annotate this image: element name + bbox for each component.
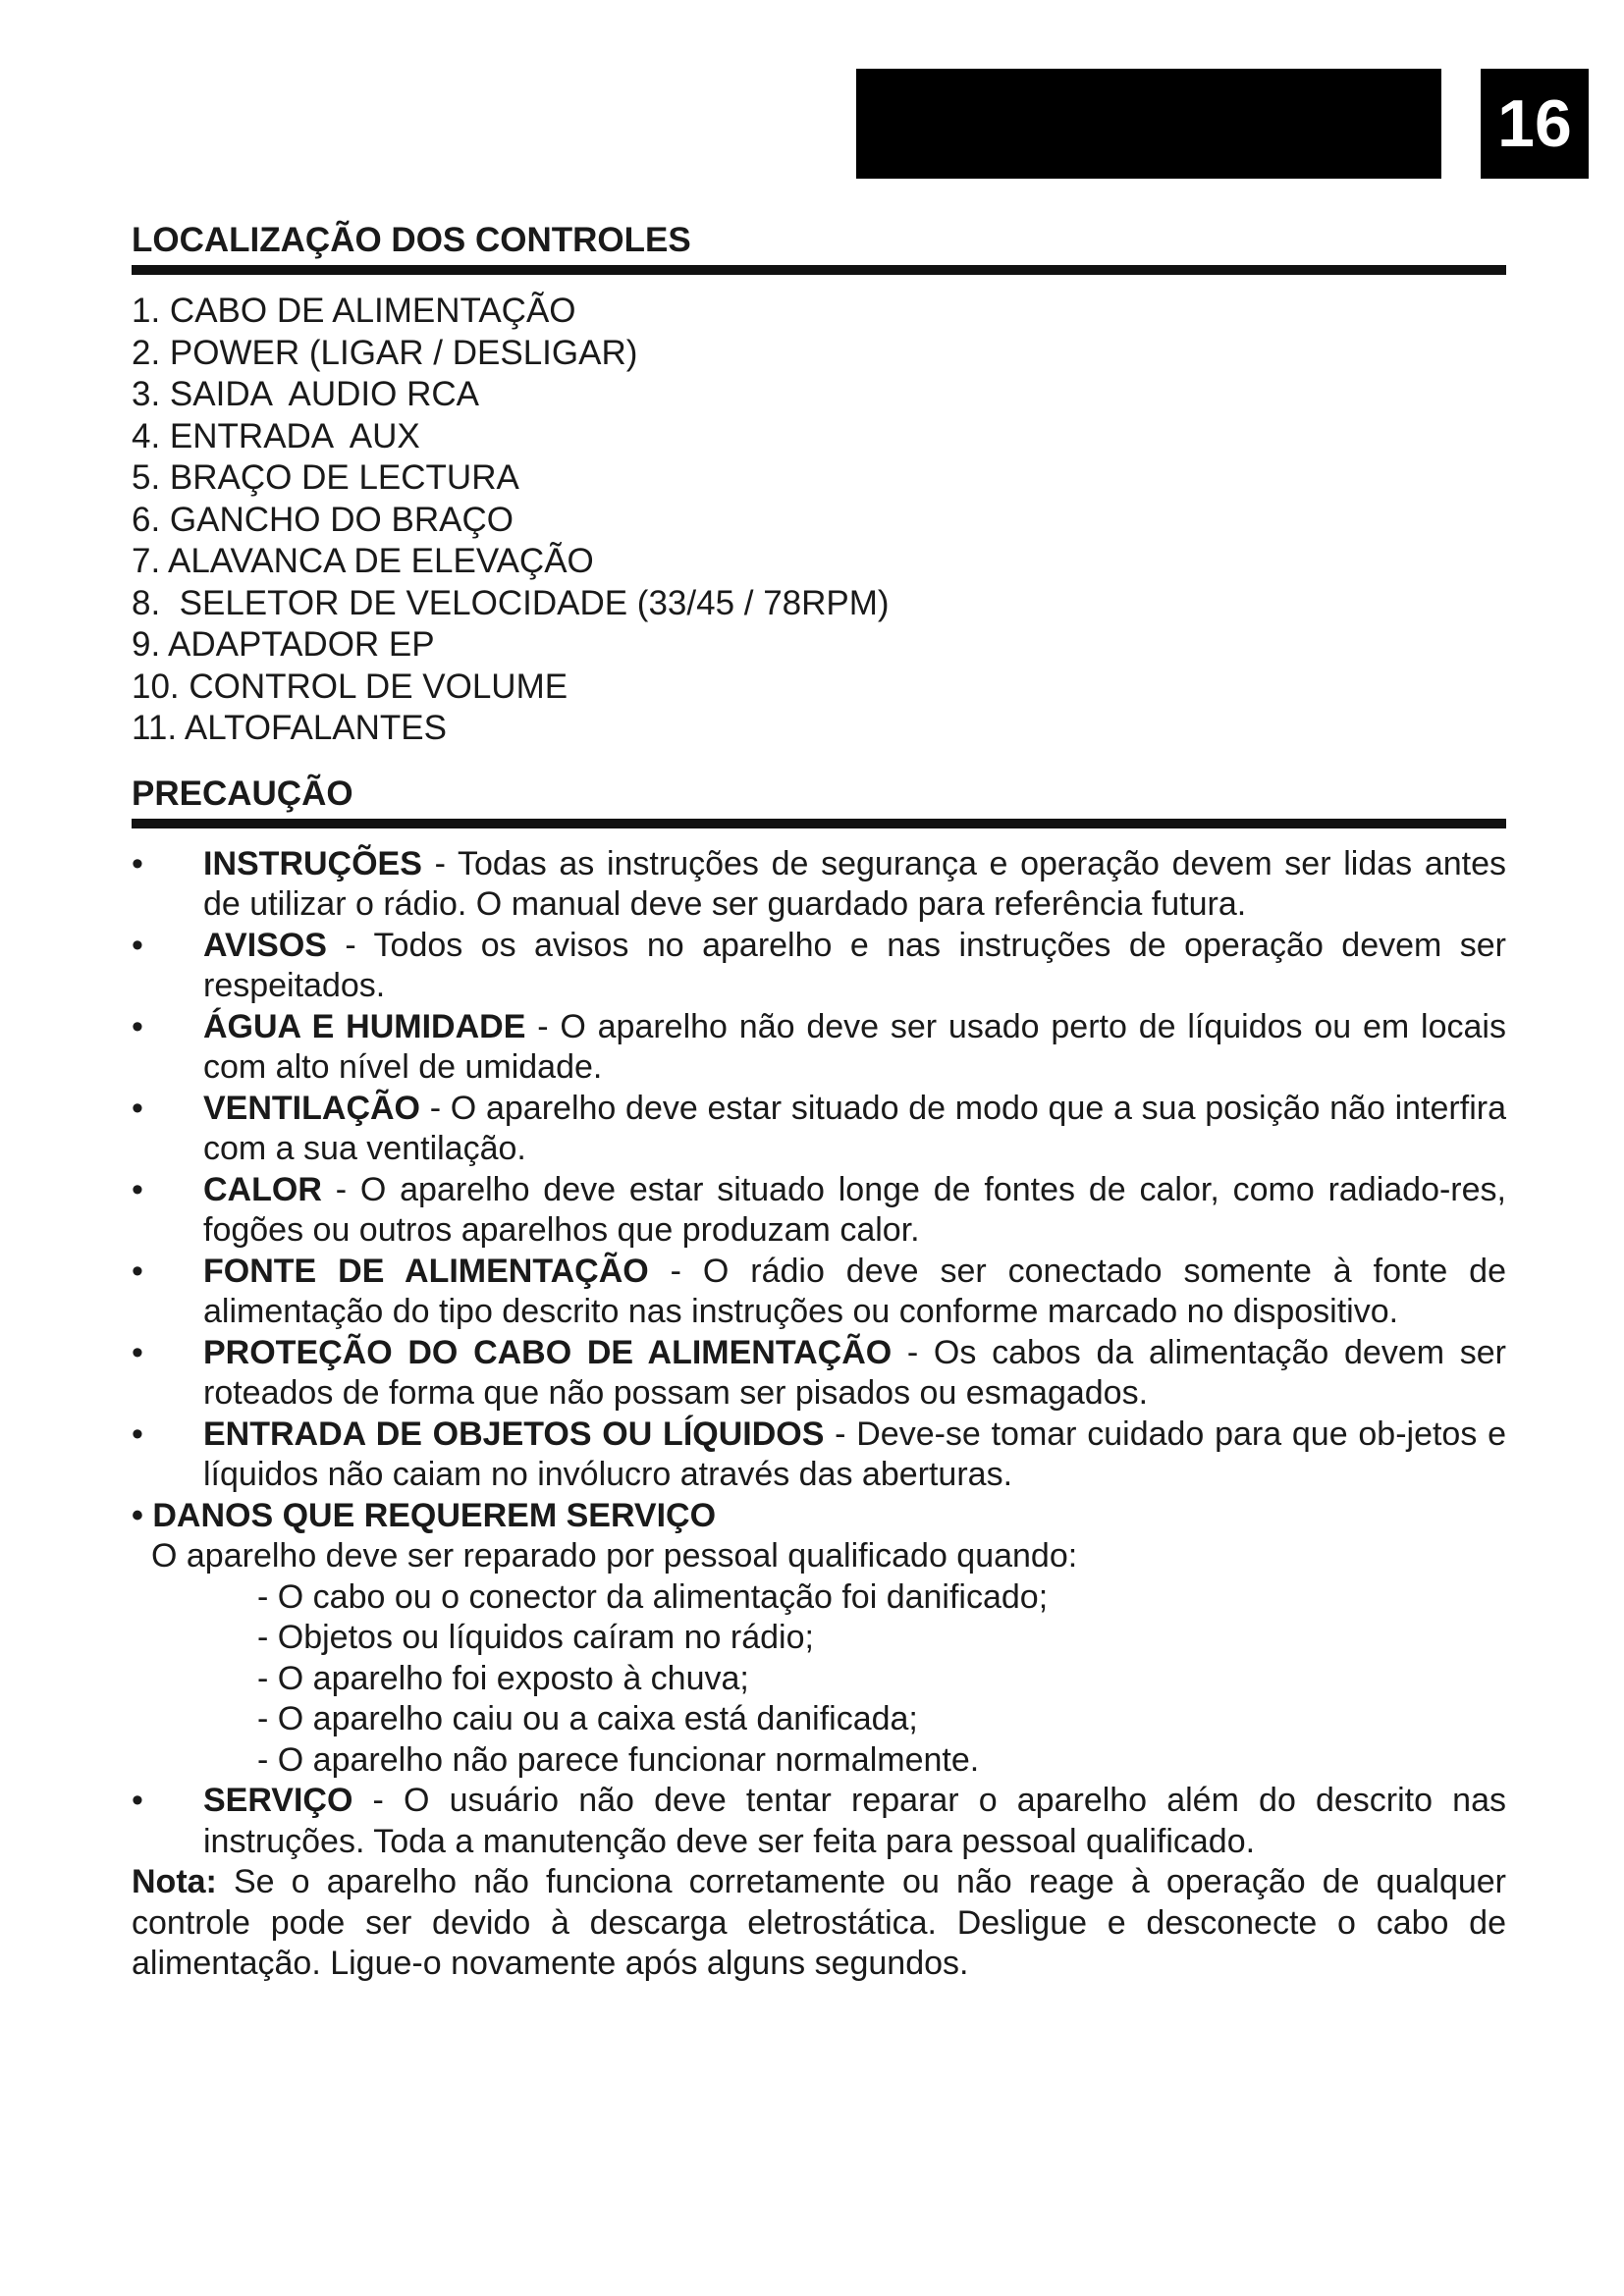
precaution-item [132, 1333, 1506, 1415]
control-item: 8. SELETOR DE VELOCIDADE (33/45 / 78RPM) [132, 583, 890, 622]
precaution-text: - O aparelho deve estar situado longe de fontes de calor, como radiado-res, fogões ou outros aparelhos que produzam calor. [203, 1170, 1506, 1249]
precaution-label: SERVIÇO [203, 1782, 353, 1819]
precaution-list [132, 844, 1506, 1985]
precaution-item [132, 1089, 1506, 1170]
controls-section-title: LOCALIZAÇÃO DOS CONTROLES [132, 221, 691, 259]
control-item: 2. POWER (LIGAR / DESLIGAR) [132, 333, 638, 372]
control-item: 3. SAIDA AUDIO RCA [132, 375, 479, 413]
precaution-label: INSTRUÇÕES [203, 844, 422, 882]
header-black-bar [856, 69, 1441, 179]
page-number: 16 [1481, 69, 1589, 179]
section-divider [132, 819, 1506, 828]
precaution-text: - O aparelho deve estar situado de modo que a sua posição não interfira com a sua ventilação. [203, 1089, 1506, 1167]
precaution-text: - Os cabos da alimentação devem ser roteados de forma que não possam ser pisados ou esmagados. [203, 1333, 1506, 1412]
danos-subitem: - O aparelho não parece funcionar normalmente. [257, 1740, 980, 1779]
nota-text: Se o aparelho não funciona corretamente ou não reage à operação de qualquer controle pode ser devido à descarga eletrostática. Desligue e desconecte o cabo de alimentação. Ligue-o novamente após alguns segundos. [132, 1863, 1506, 1982]
page-content [132, 218, 1506, 1985]
bullet: • [132, 1170, 143, 1208]
bullet: • [132, 1415, 143, 1453]
precaution-label: AVISOS [203, 926, 327, 964]
control-item: 7. ALAVANCA DE ELEVAÇÃO [132, 542, 594, 580]
precaution-label: VENTILAÇÃO [203, 1089, 420, 1127]
precaution-label: ENTRADA DE OBJETOS OU LÍQUIDOS [203, 1415, 825, 1453]
precaution-text: - O aparelho não deve ser usado perto de líquidos ou em locais com alto nível de umidade. [203, 1007, 1506, 1086]
precaution-label: PROTEÇÃO DO CABO DE ALIMENTAÇÃO [203, 1333, 893, 1371]
danos-title: • DANOS QUE REQUEREM SERVIÇO [132, 1496, 717, 1534]
controls-list [132, 291, 1506, 750]
bullet: • [132, 1252, 143, 1290]
precaution-item [132, 1170, 1506, 1252]
bullet: • [132, 1089, 143, 1127]
bullet: • [132, 1007, 143, 1045]
precaution-label: ÁGUA E HUMIDADE [203, 1007, 526, 1045]
danos-subitem: - O cabo ou o conector da alimentação foi danificado; [257, 1577, 1049, 1616]
precaution-text: - Deve-se tomar cuidado para que ob-jetos e líquidos não caiam no invólucro através das aberturas. [203, 1415, 1506, 1493]
nota-paragraph [132, 1862, 1506, 1985]
danos-intro: O aparelho deve ser reparado por pessoal qualificado quando: [151, 1537, 1078, 1575]
bullet: • [132, 1333, 143, 1371]
control-item: 5. BRAÇO DE LECTURA [132, 458, 519, 497]
precaution-text: - O rádio deve ser conectado somente à fonte de alimentação do tipo descrito nas instruções ou conforme marcado no dispositivo. [203, 1252, 1506, 1330]
precaution-label: FONTE DE ALIMENTAÇÃO [203, 1252, 649, 1290]
precaution-section-title: PRECAUÇÃO [132, 774, 353, 813]
control-item: 4. ENTRADA AUX [132, 416, 420, 455]
nota-label: Nota: [132, 1863, 217, 1900]
precaution-item [132, 1252, 1506, 1333]
precaution-text: - Todos os avisos no aparelho e nas instruções de operação devem ser respeitados. [203, 926, 1506, 1004]
precaution-item [132, 1781, 1506, 1862]
control-item: 10. CONTROL DE VOLUME [132, 667, 568, 706]
bullet: • [132, 1782, 143, 1819]
bullet: • [132, 844, 143, 882]
control-item: 6. GANCHO DO BRAÇO [132, 500, 514, 539]
precaution-text: - Todas as instruções de segurança e operação devem ser lidas antes de utilizar o rádio. O manual deve ser guardado para referência futura. [203, 844, 1506, 923]
precaution-item [132, 926, 1506, 1007]
precaution-text: - O usuário não deve tentar reparar o aparelho além do descrito nas instruções. Toda a manutenção deve ser feita para pessoal qualificado. [203, 1782, 1506, 1860]
precaution-item [132, 1007, 1506, 1089]
precaution-item [132, 1415, 1506, 1496]
section-divider [132, 265, 1506, 275]
bullet: • [132, 926, 143, 964]
control-item: 11. ALTOFALANTES [132, 709, 447, 747]
danos-subitem: - O aparelho foi exposto à chuva; [257, 1659, 749, 1697]
danos-sublist [132, 1577, 1506, 1782]
precaution-label: CALOR [203, 1170, 322, 1208]
precaution-item [132, 844, 1506, 926]
danos-subitem: - O aparelho caiu ou a caixa está danificada; [257, 1700, 918, 1737]
danos-subitem: - Objetos ou líquidos caíram no rádio; [257, 1619, 814, 1656]
control-item: 1. CABO DE ALIMENTAÇÃO [132, 292, 576, 330]
control-item: 9. ADAPTADOR EP [132, 625, 435, 664]
